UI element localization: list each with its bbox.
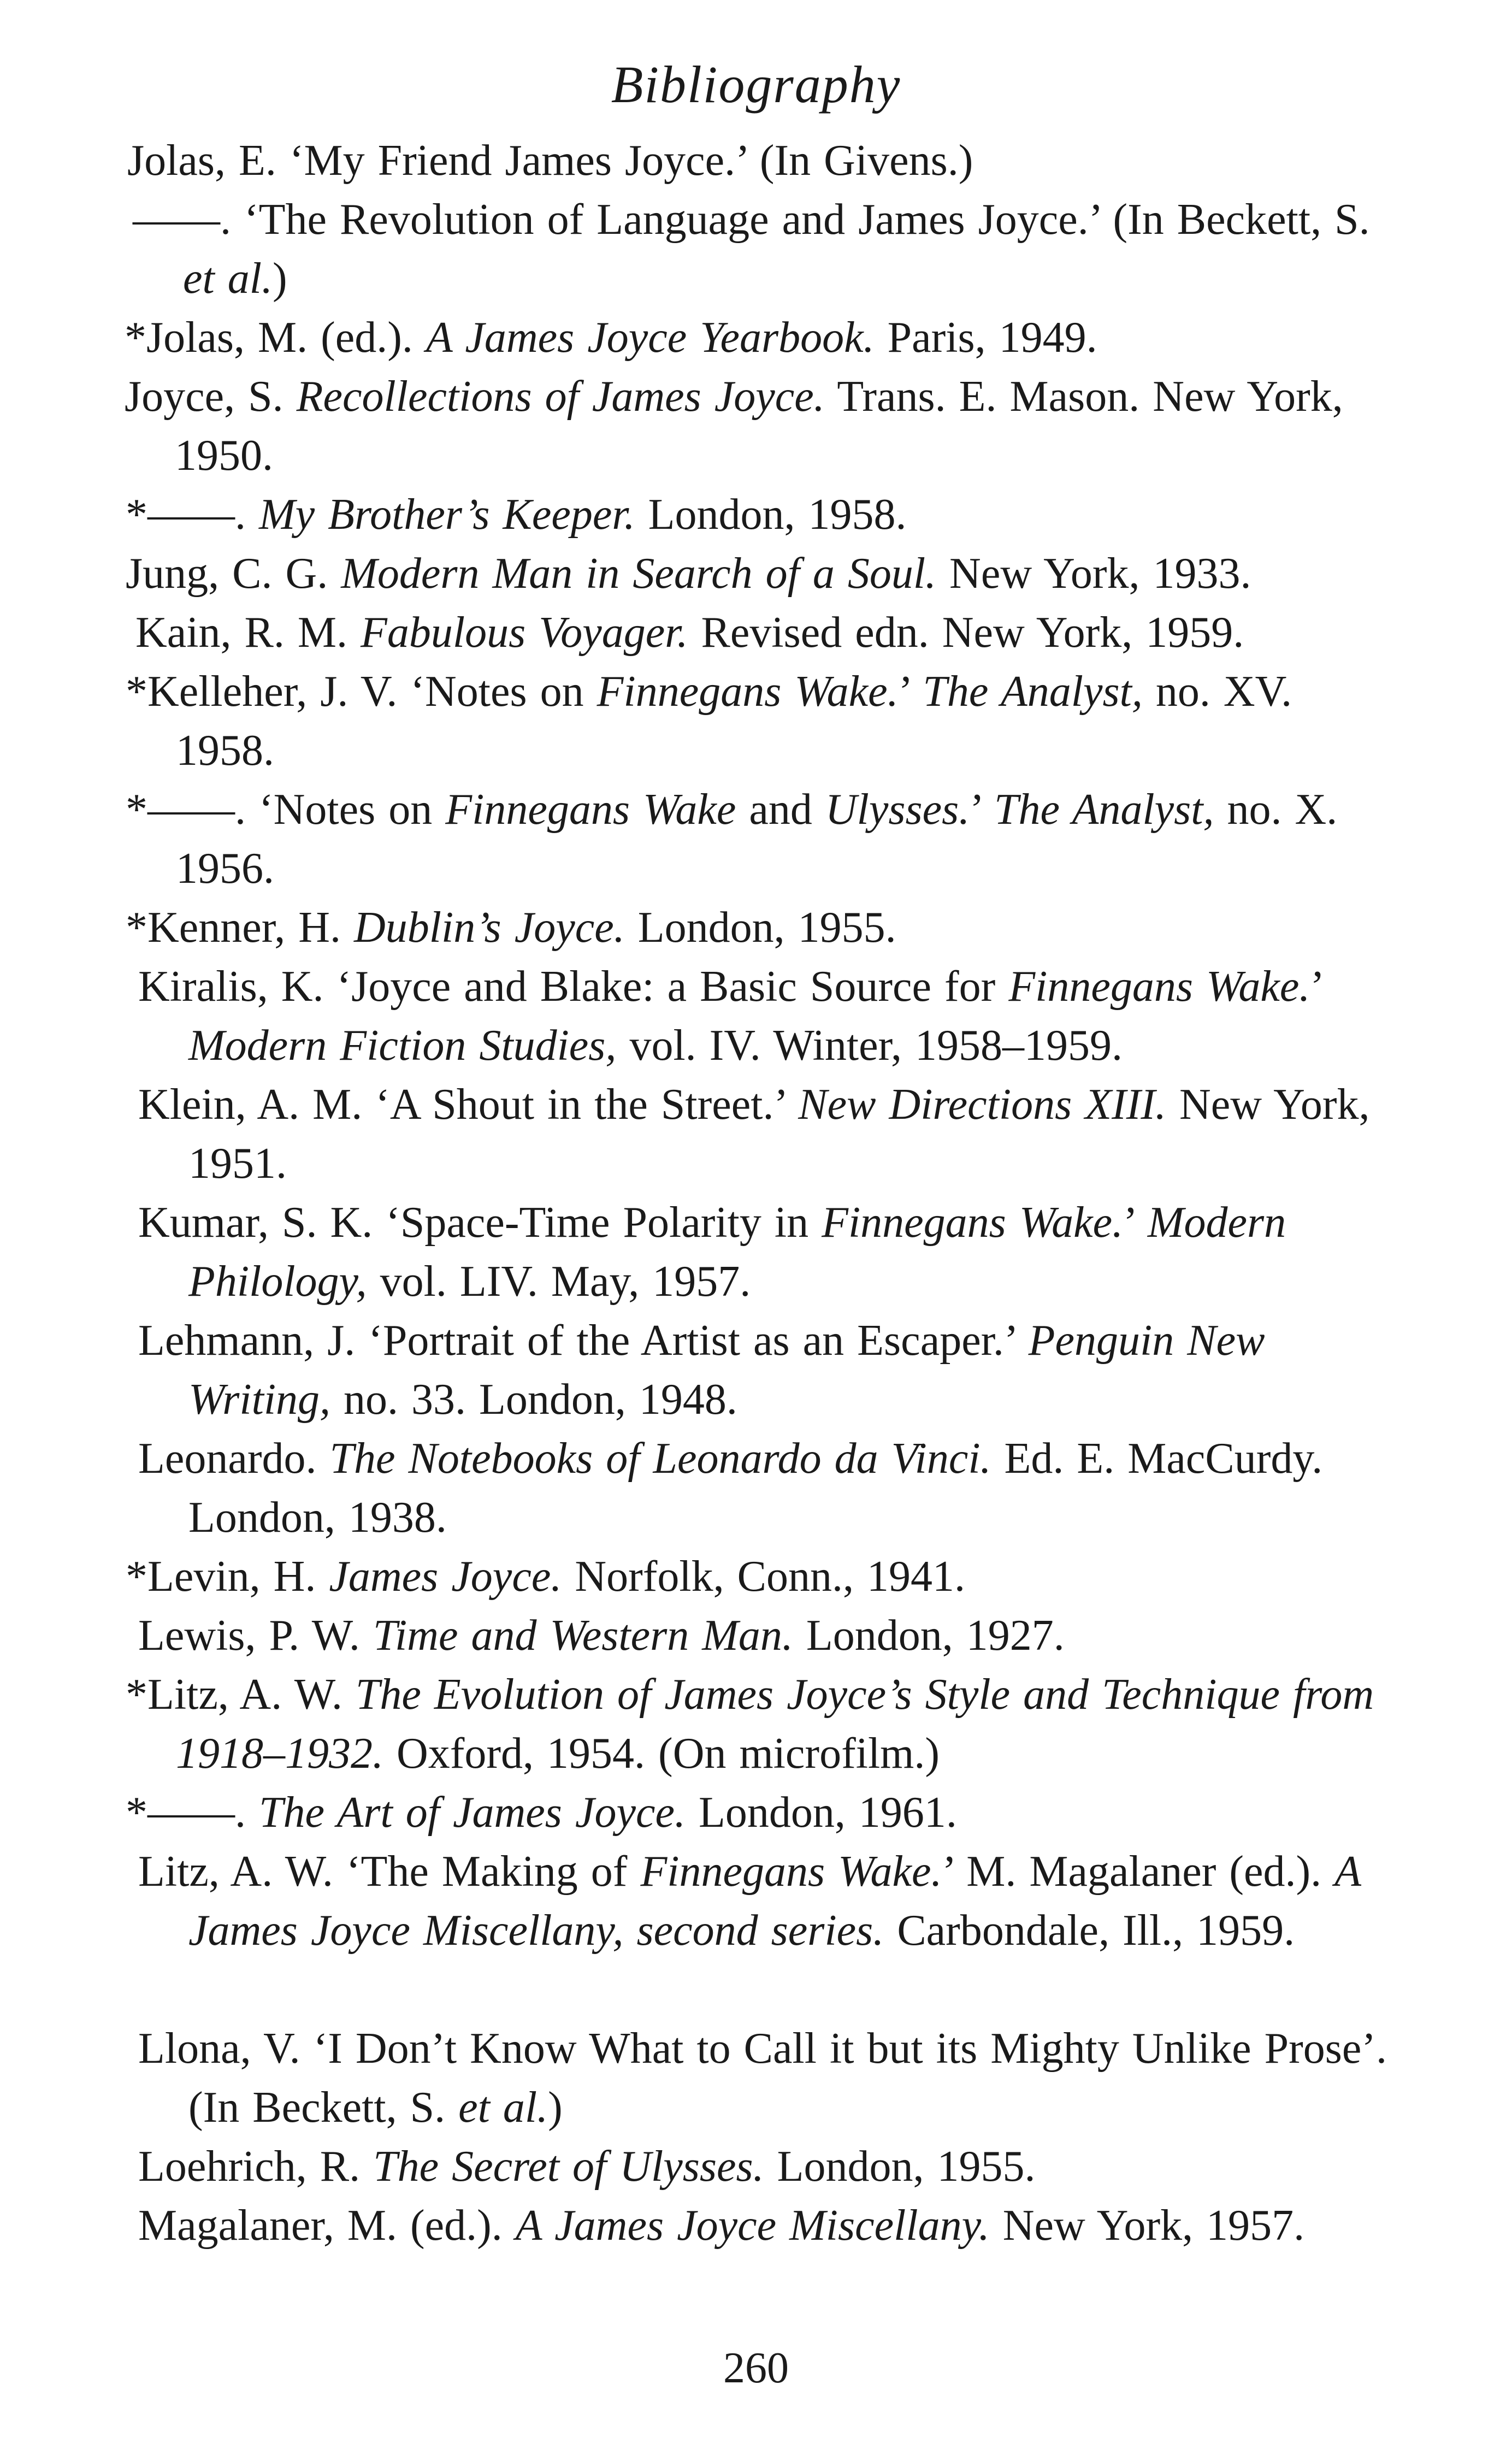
entry-text: ’: [970, 786, 994, 834]
entry-title-italic: et al.: [458, 2084, 548, 2132]
entry-text: vol. LIV. May, 1957.: [367, 1258, 751, 1306]
entry-title-italic: Finnegans Wake: [445, 786, 736, 834]
entry-text: Paris, 1949.: [874, 314, 1097, 362]
entry-title-italic: The Notebooks of Leonardo da Vinci.: [329, 1435, 991, 1483]
entry-text: Loehrich, R.: [138, 2143, 374, 2191]
entry-text: London, 1927.: [793, 1612, 1065, 1660]
bibliography-entry: [125, 367, 1377, 485]
bibliography-entry: [126, 544, 1378, 603]
entry-text: ’ M. Magalaner (ed.).: [942, 1848, 1335, 1896]
entry-text: Kain, R. M.: [135, 609, 361, 657]
entry-title-italic: Recollections of James Joyce.: [296, 373, 825, 421]
entry-title-italic: A James Joyce Miscellany.: [515, 2202, 990, 2250]
entry-text: Lehmann, J. ‘Portrait of the Artist as an Escaper.’: [138, 1317, 1029, 1365]
running-header: Bibliography: [611, 55, 901, 114]
entry-text: Leonardo.: [138, 1435, 330, 1483]
entry-text: no. 33. London, 1948.: [330, 1376, 737, 1424]
entry-title-italic: The Secret of Ulysses.: [373, 2143, 764, 2191]
bibliography-entry: [138, 1842, 1390, 1960]
bibliography-entry: [126, 1547, 1378, 1606]
entry-text: *Levin, H.: [126, 1553, 329, 1601]
bibliography-entry: [126, 485, 1378, 544]
entry-title-italic: James Joyce.: [329, 1553, 562, 1601]
entry-text: *——.: [126, 1789, 259, 1837]
entry-title-italic: Modern Philology,: [188, 1199, 1286, 1306]
entry-text: London, 1955.: [624, 904, 896, 952]
bibliography-entry: [125, 308, 1377, 367]
entry-title-italic: A James Joyce Miscellany, second series.: [188, 1848, 1361, 1955]
bibliography-entry: [138, 957, 1390, 1075]
bibliography-entry: [138, 1311, 1390, 1429]
entry-text: Llona, V. ‘I Don’t Know What to Call it but its Mighty Unlike Prose’. (In Beckett, S.: [138, 2025, 1387, 2132]
entry-text: ’: [1310, 963, 1322, 1011]
bibliography-entry: [126, 662, 1378, 780]
entry-text: Kumar, S. K. ‘Space-Time Polarity in: [138, 1199, 822, 1247]
entry-text: ’: [1123, 1199, 1148, 1247]
entry-text: Jolas, E. ‘My Friend James Joyce.’ (In Givens.): [127, 137, 973, 185]
entry-text: Lewis, P. W.: [138, 1612, 373, 1660]
entry-text: ): [272, 255, 287, 303]
entry-title-italic: Time and Western Man.: [373, 1612, 793, 1660]
entry-text: Carbondale, Ill., 1959.: [884, 1907, 1295, 1955]
bibliography-entry: [138, 1429, 1390, 1547]
entry-text: London, 1958.: [635, 491, 907, 539]
entry-title-italic: Dublin’s Joyce.: [354, 904, 625, 952]
entry-text: ——. ‘The Revolution of Language and James Joyce.’ (In Beckett, S.: [133, 196, 1370, 244]
entry-text: London, 1961.: [685, 1789, 957, 1837]
entry-title-italic: Finnegans Wake.: [822, 1199, 1124, 1247]
entry-text: *——.: [126, 491, 259, 539]
bibliography-entry: [138, 1193, 1390, 1311]
bibliography-entry: [126, 780, 1378, 898]
entry-text: New York, 1951.: [188, 1081, 1370, 1188]
entry-title-italic: Finnegans Wake.: [596, 668, 899, 716]
entry-text: Kiralis, K. ‘Joyce and Blake: a Basic Source for: [138, 963, 1009, 1011]
entry-title-italic: The Analyst,: [923, 668, 1143, 716]
entry-text: vol. IV. Winter, 1958–1959.: [616, 1022, 1123, 1070]
entry-text: Trans. E. Mason. New York, 1950.: [175, 373, 1343, 480]
entry-text: no. XV. 1958.: [176, 668, 1292, 775]
entry-title-italic: My Brother’s Keeper.: [259, 491, 635, 539]
entry-title-italic: The Analyst,: [994, 786, 1214, 834]
entry-text: Joyce, S.: [125, 373, 297, 421]
entry-text: *Litz, A. W.: [126, 1671, 356, 1719]
entry-text: ’: [898, 668, 923, 716]
entry-text: no. X. 1956.: [176, 786, 1338, 893]
entry-title-italic: The Art of James Joyce.: [259, 1789, 686, 1837]
entry-title-italic: Fabulous Voyager.: [361, 609, 688, 657]
bibliography-entry: [138, 1075, 1390, 1193]
entry-text: Ed. E. MacCurdy. London, 1938.: [188, 1435, 1323, 1542]
entry-text: *——. ‘Notes on: [126, 786, 446, 834]
entry-title-italic: New Directions XIII.: [798, 1081, 1166, 1129]
entry-text: Oxford, 1954. (On microfilm.): [383, 1730, 940, 1778]
entry-title-italic: et al.: [183, 255, 273, 303]
entry-text: New York, 1957.: [989, 2202, 1305, 2250]
bibliography-entry: [126, 1783, 1378, 1842]
bibliography-entry: [138, 2196, 1390, 2255]
entry-text: Klein, A. M. ‘A Shout in the Street.’: [138, 1081, 799, 1129]
entry-title-italic: Modern Man in Search of a Soul.: [341, 550, 937, 598]
page-number: 260: [723, 2344, 789, 2392]
bibliography-entry: [135, 603, 1387, 662]
entry-text: Norfolk, Conn., 1941.: [562, 1553, 965, 1601]
bibliography-entry: [138, 1606, 1390, 1665]
entry-text: *Kenner, H.: [126, 904, 354, 952]
bibliography-entry: [127, 131, 1379, 190]
entry-title-italic: Finnegans Wake.: [640, 1848, 942, 1896]
bibliography-entry: [126, 898, 1378, 957]
entry-title-italic: Finnegans Wake.: [1008, 963, 1310, 1011]
entry-title-italic: The Evolution of James Joyce’s Style and Technique from 1918–1932.: [176, 1671, 1374, 1778]
bibliography-entry: [138, 2137, 1390, 2196]
entry-text: London, 1955.: [764, 2143, 1036, 2191]
entry-text: *Kelleher, J. V. ‘Notes on: [126, 668, 597, 716]
entry-text: Magalaner, M. (ed.).: [138, 2202, 516, 2250]
bibliography-entry: [138, 2019, 1390, 2137]
entry-text: *Jolas, M. (ed.).: [125, 314, 426, 362]
entry-text: and: [736, 786, 825, 834]
bibliography-entry: [133, 190, 1385, 308]
entry-title-italic: Ulysses.: [825, 786, 970, 834]
entry-title-italic: Penguin New Writing,: [188, 1317, 1265, 1424]
entry-text: Jung, C. G.: [126, 550, 341, 598]
bibliography-entry: [126, 1665, 1378, 1783]
entry-title-italic: Modern Fiction Studies,: [188, 1022, 617, 1070]
entry-text: Revised edn. New York, 1959.: [688, 609, 1244, 657]
entry-title-italic: A James Joyce Yearbook.: [426, 314, 875, 362]
entry-text: ): [548, 2084, 563, 2132]
entry-text: Litz, A. W. ‘The Making of: [138, 1848, 641, 1896]
entry-text: New York, 1933.: [936, 550, 1251, 598]
